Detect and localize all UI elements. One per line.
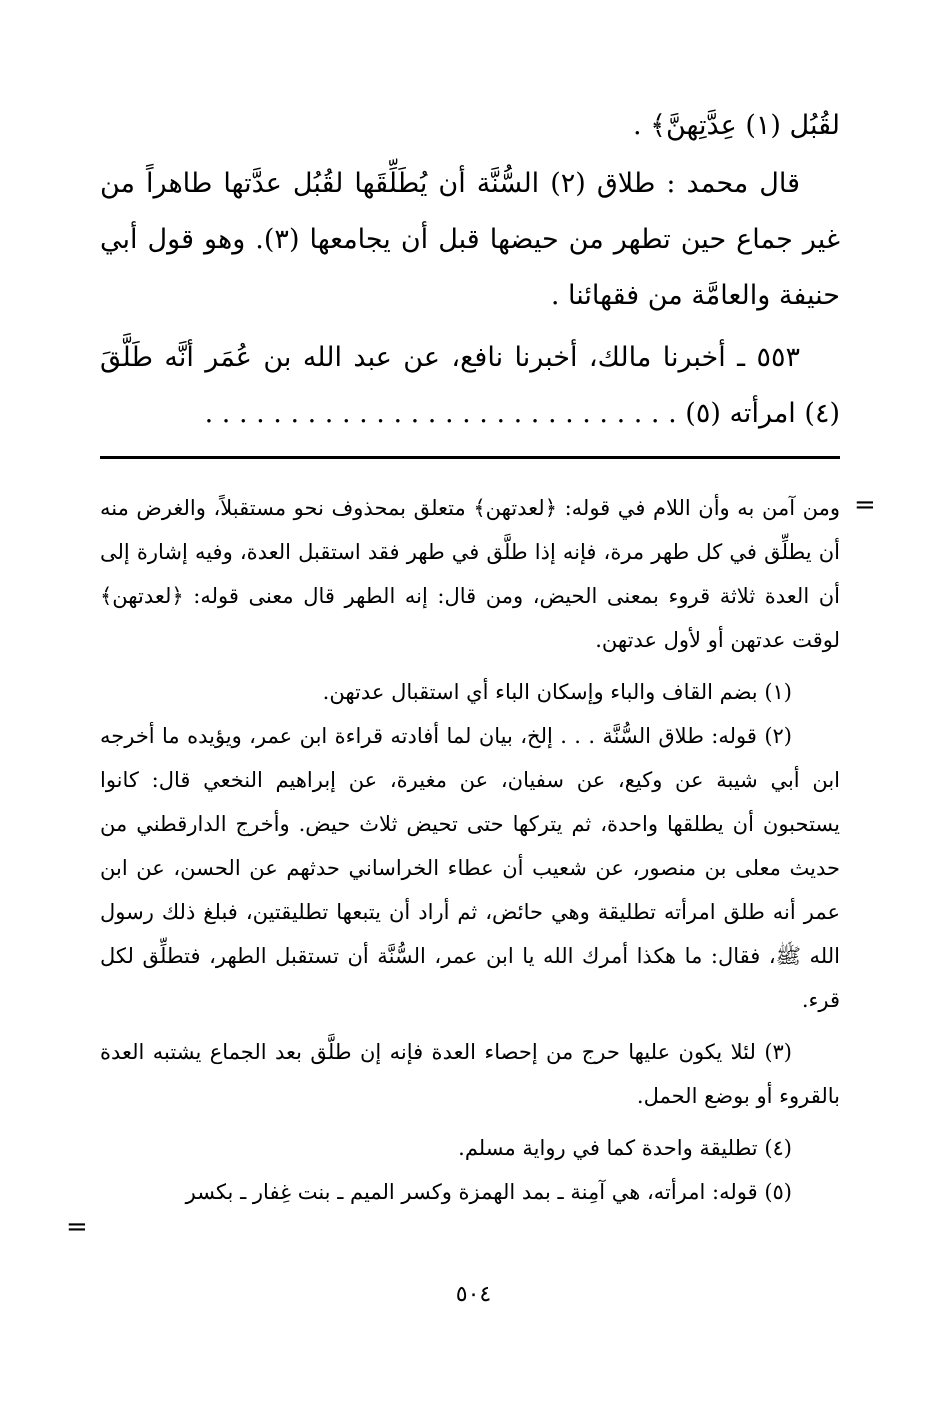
footnote-separator <box>100 456 840 459</box>
footnote-5: (٥) قوله: امرأته، هي آمِنة ـ بمد الهمزة وكسر الميم ـ بنت غِفار ـ بكسر <box>185 1180 792 1204</box>
ellipsis-dots: . . . . . . . . . . . . . . . . . . . . . . . . . . . . <box>204 398 677 429</box>
page-number: ٥٠٤ <box>455 1282 492 1307</box>
hadith-text: ٥٥٣ ـ أخبرنا مالك، أخبرنا نافع، عن عبد الله بن عُمَر أنَّه طَلَّقَ (٤) امرأته (٥) <box>100 342 840 429</box>
continuation-mark-top: = <box>854 490 876 520</box>
footnote-3: (٣) لئلا يكون عليها حرج من إحصاء العدة فإنه إن طلَّق بعد الجماع يشتبه العدة بالقروء أو بوضع الحمل. <box>100 1040 840 1108</box>
footnote-continuation: ومن آمن به وأن اللام في قوله: ﴿لعدتهن﴾ متعلق بمحذوف نحو مستقبلاً، والغرض منه أن يطلِّق في كل طهر مرة، فإنه إذا طلَّق في طهر فقد استقبل العدة، وفيه إشارة إلى أن العدة ثلاثة قروء بمعنى الحيض، ومن قال: إنه الطهر قال معنى قوله: ﴿لعدتهن﴾ لوقت عدتهن أو لأول عدتهن. <box>100 496 840 652</box>
main-paragraph-muhammad: قال محمد : طلاق (٢) السُّنَّة أن يُطَلِّقَها لقُبُل عدَّتها طاهراً من غير جماع حين تطهر من حيضها قبل أن يجامعها (٣). وهو قول أبي حنيفة والعامَّة من فقهائنا . <box>100 168 840 311</box>
footnote-1: (١) بضم القاف والباء وإسكان الباء أي استقبال عدتهن. <box>322 680 792 704</box>
footnote-2: (٢) قوله: طلاق السُّنَّة . . . إلخ، بيان لما أفادته قراءة ابن عمر، ويؤيده ما أخرجه ابن أبي شيبة عن وكيع، عن سفيان، عن مغيرة، عن إبراهيم النخعي قال: كانوا يستحبون أن يطلقها واحدة، ثم يتركها حتى تحيض ثلاث حيض. وأخرج الدارقطني من حديث معلى بن منصور، عن شعيب أن عطاء الخراساني حدثهم عن الحسن، عن ابن عمر أنه طلق امرأته تطليقة وهي حائض، ثم أراد أن يتبعها تطليقتين، فبلغ ذلك رسول الله ﷺ، فقال: ما هكذا أمرك الله يا ابن عمر، السُّنَّة أن تستقبل الطهر، فتطلِّق لكل قرء. <box>100 724 840 1012</box>
main-text-line-1: لقُبُل (١) عِدَّتِهنَّ﴾ . <box>632 110 840 141</box>
footnote-4: (٤) تطليقة واحدة كما في رواية مسلم. <box>458 1136 792 1160</box>
main-text <box>100 98 840 442</box>
footnotes <box>100 486 840 1214</box>
main-hadith-553 <box>100 330 840 442</box>
continuation-mark-bottom: = <box>66 1212 88 1242</box>
